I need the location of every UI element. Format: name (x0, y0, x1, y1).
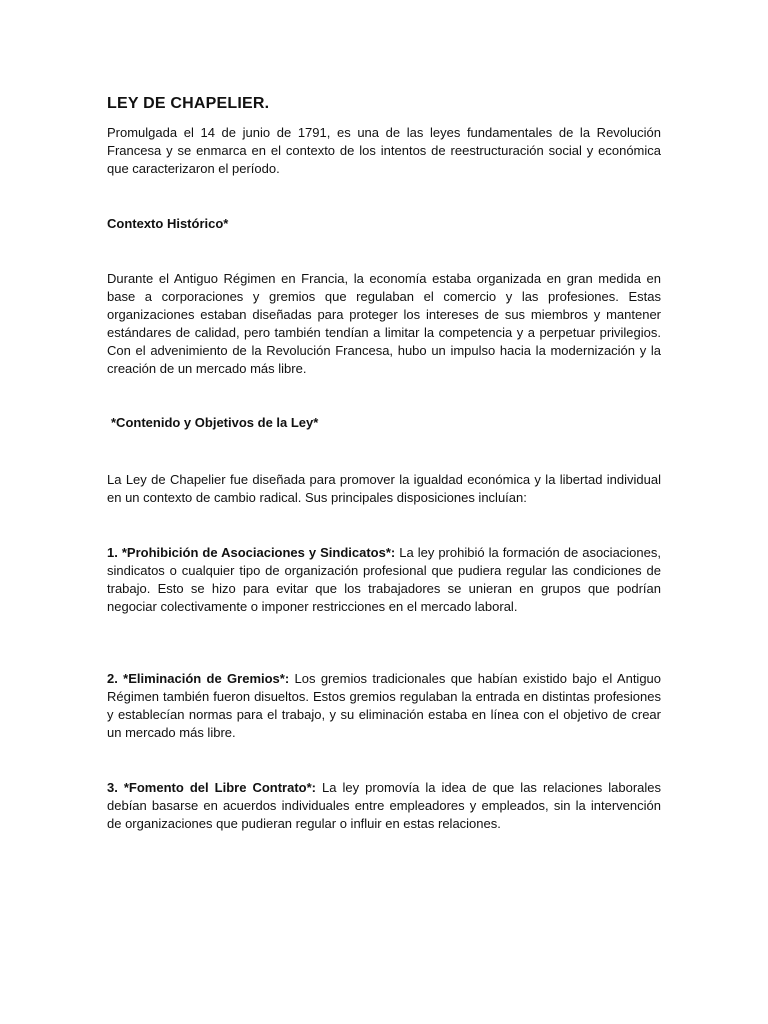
section-heading-context: Contexto Histórico* (107, 216, 229, 231)
content-paragraph: La Ley de Chapelier fue diseñada para promover la igualdad económica y la libertad individual en un contexto de cambio radical. Sus principales disposiciones incluían: (107, 472, 661, 505)
list-item-2-text: Los gremios tradicionales que habían existido bajo el Antiguo Régimen también fueron disueltos. Estos gremios regulaban la entrada en distintas profesiones y establecían normas para el trabajo, y su eliminación estaba en línea con el objetivo de crear un mercado más libre. (107, 671, 662, 740)
list-item-3 (107, 779, 661, 833)
list-item-2-label: 2. *Eliminación de Gremios*: (107, 671, 290, 686)
list-item-1 (107, 544, 661, 616)
list-item-2 (107, 670, 661, 742)
list-item-1-text: La ley prohibió la formación de asociaciones, sindicatos o cualquier tipo de organización profesional que pudiera regular las condiciones de trabajo. Esto se hizo para evitar que los trabajadores se unieran en grupos que podrían negociar colectivamente o imponer restricciones en el mercado laboral. (107, 545, 661, 614)
list-item-1-label: 1. *Prohibición de Asociaciones y Sindicatos*: (107, 545, 396, 560)
intro-paragraph: Promulgada el 14 de junio de 1791, es una de las leyes fundamentales de la Revolución Francesa y se enmarca en el contexto de los intentos de reestructuración social y económica que caracterizaron el período. (107, 125, 661, 176)
list-item-3-label: 3. *Fomento del Libre Contrato*: (107, 780, 316, 795)
document-title: LEY DE CHAPELIER. (107, 95, 270, 112)
context-paragraph: Durante el Antiguo Régimen en Francia, la economía estaba organizada en gran medida en base a corporaciones y gremios que regulaban el comercio y las profesiones. Estas organizaciones estaban diseñadas para proteger los intereses de sus miembros y mantener estándares de calidad, pero también tendían a limitar la competencia y a perpetuar privilegios. Con el advenimiento de la Revolución Francesa, hubo un impulso hacia la modernización y la creación de un mercado más libre. (107, 271, 661, 376)
list-item-3-text: La ley promovía la idea de que las relaciones laborales debían basarse en acuerdos individuales entre empleadores y empleados, sin la intervención de organizaciones que pudieran regular o influir en estas relaciones. (107, 780, 661, 831)
section-heading-content: *Contenido y Objetivos de la Ley* (111, 415, 319, 430)
